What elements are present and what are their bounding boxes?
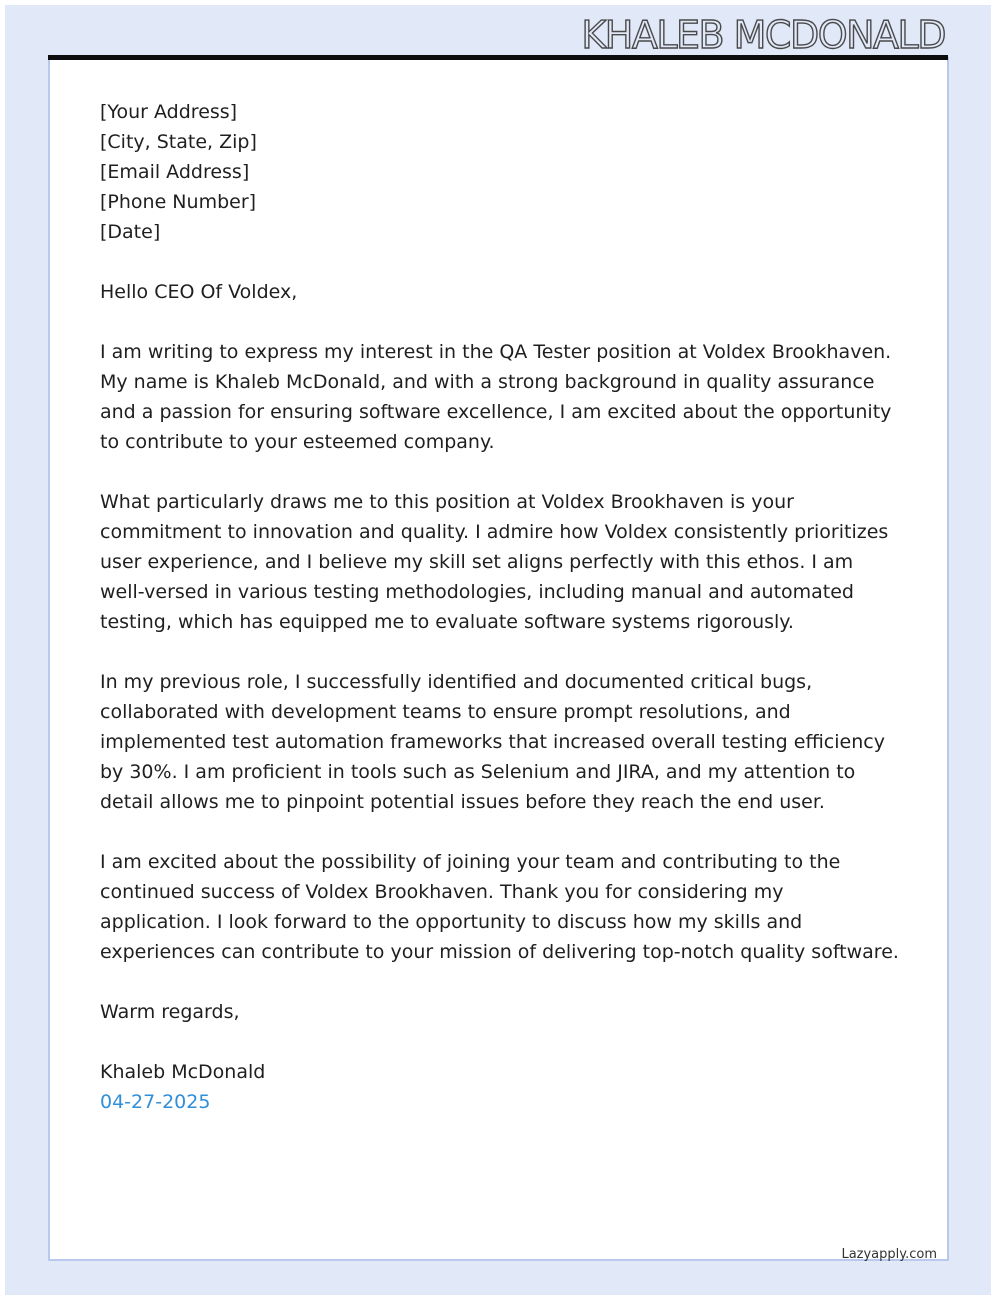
spacer xyxy=(100,967,900,997)
spacer xyxy=(100,457,900,487)
spacer xyxy=(100,637,900,667)
sender-address-block xyxy=(100,97,900,247)
footer-watermark: Lazyapply.com xyxy=(841,1247,937,1262)
sender-phone-line: [Phone Number] xyxy=(100,191,257,213)
letter-paragraph-closing: I am excited about the possibility of joining your team and contributing to the continued success of Voldex Brookhaven. Thank you for considering my application. I look forward to the opportunity to discuss how my skills and experiences can contribute to your mission of delivering top-notch quality software. xyxy=(100,851,899,963)
letter-paragraph-motivation: What particularly draws me to this position at Voldex Brookhaven is your commitment to innovation and quality. I admire how Voldex consistently prioritizes user experience, and I believe my skill set aligns perfectly with this ethos. I am well-versed in various testing methodologies, including manual and automated testing, which has equipped me to evaluate software systems rigorously. xyxy=(100,491,889,633)
spacer xyxy=(100,307,900,337)
letter-date: 04-27-2025 xyxy=(100,1091,211,1113)
spacer xyxy=(100,817,900,847)
sender-date-line: [Date] xyxy=(100,221,161,243)
sender-email-line: [Email Address] xyxy=(100,161,250,183)
letter-greeting: Hello CEO Of Voldex, xyxy=(100,281,298,303)
letter-closing: Warm regards, xyxy=(100,1001,240,1023)
letter-body xyxy=(100,97,900,1117)
sender-address-line: [Your Address] xyxy=(100,101,238,123)
letter-signature: Khaleb McDonald xyxy=(100,1061,266,1083)
letter-paragraph-intro: I am writing to express my interest in the QA Tester position at Voldex Brookhaven. My name is Khaleb McDonald, and with a strong background in quality assurance and a passion for ensuring software excellence, I am excited about the opportunity to contribute to your esteemed company. xyxy=(100,341,892,453)
sender-city-line: [City, State, Zip] xyxy=(100,131,257,153)
applicant-name-heading: KHALEB MCDONALD xyxy=(581,13,945,57)
spacer xyxy=(100,247,900,277)
spacer xyxy=(100,1027,900,1057)
letter-paragraph-experience: In my previous role, I successfully identified and documented critical bugs, collaborated with development teams to ensure prompt resolutions, and implemented test automation frameworks that increased overall testing efficiency by 30%. I am proficient in tools such as Selenium and JIRA, and my attention to detail allows me to pinpoint potential issues before they reach the end user. xyxy=(100,671,885,813)
